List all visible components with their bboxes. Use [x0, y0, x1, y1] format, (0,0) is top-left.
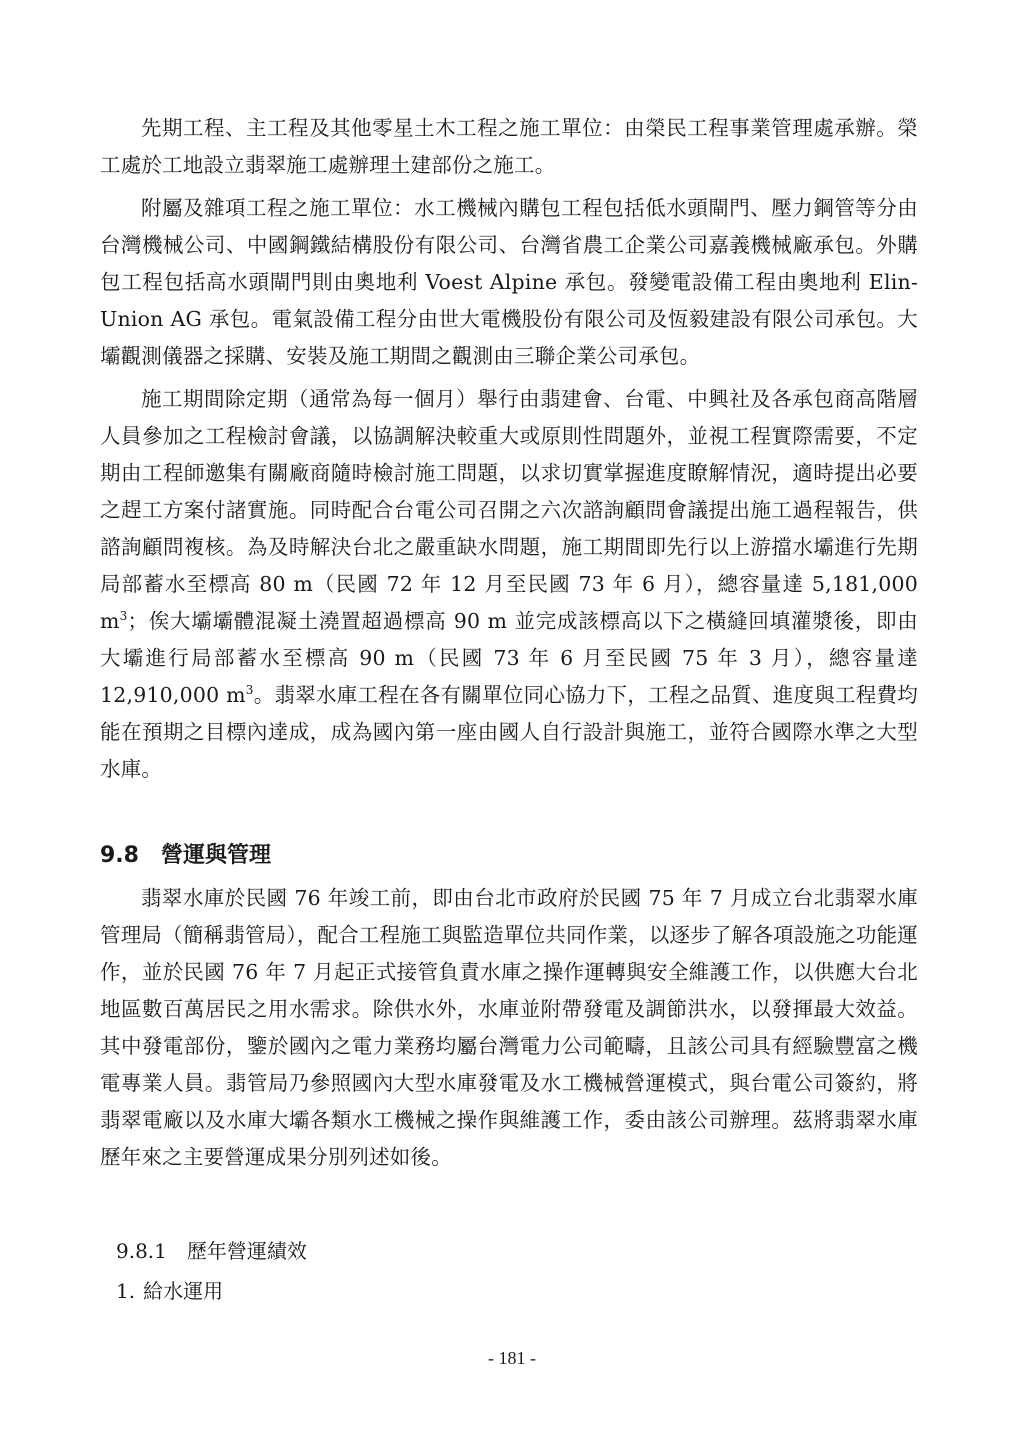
paragraph-operation-management: 翡翠水庫於民國 76 年竣工前，即由台北市政府於民國 75 年 7 月成立台北翡翠水庫管理局（簡稱翡管局），配合工程施工與監造單位共同作業，以逐步了解各項設施之功能運作，並於民國 76 年 7 月起正式接管負責水庫之操作運轉與安全維護工作，以供應大台北地區數百萬居民之用水需求。除供水外，水庫並附帶發電及調節洪水，以發揮最大效益。其中發電部份，鑒於國內之電力業務均屬台灣電力公司範疇，且該公司具有經驗豐富之機電專業人員。翡管局乃參照國內大型水庫發電及水工機械營運模式，與台電公司簽約，將翡翠電廠以及水庫大壩各類水工機械之操作與維護工作，委由該公司辦理。茲將翡翠水庫歷年來之主要營運成果分別列述如後。: [100, 886, 918, 1169]
section-title: 營運與管理: [160, 843, 271, 868]
superscript-cubic: 3: [119, 609, 128, 624]
list-item-title: 給水運用: [143, 1279, 224, 1303]
subsection-title: 歷年營運績效: [186, 1239, 307, 1263]
subsection-number: 9.8.1: [116, 1239, 167, 1263]
paragraph-construction-period: [100, 381, 918, 788]
document-page: [100, 110, 918, 1308]
subsection-heading: [116, 1234, 918, 1268]
paragraph-text-part-1: 施工期間除定期（通常為每一個月）舉行由翡建會、台電、中興社及各承包商高階層人員參加之工程檢討會議，以協調解決較重大或原則性問題外，並視工程實際需要，不定期由工程師邀集有關廠商隨時檢討施工問題，以求切實掌握進度瞭解情況，適時提出必要之趕工方案付諸實施。同時配合台電公司召開之六次諮詢顧問會議提出施工過程報告，供諮詢顧問複核。為及時解決台北之嚴重缺水問題，施工期間即先行以上游擋水壩進行先期局部蓄水至標高 80 m（民國 72 年 12 月至民國 73 年 6 月），總容量達 5,181,000 m: [100, 387, 918, 633]
paragraph-construction-units: 先期工程、主工程及其他零星土木工程之施工單位：由榮民工程事業管理處承辦。榮工處於工地設立翡翠施工處辦理土建部份之施工。: [100, 116, 918, 177]
section-heading: [100, 840, 918, 872]
paragraph-ancillary-works: 附屬及雜項工程之施工單位：水工機械內購包工程包括低水頭閘門、壓力鋼管等分由台灣機械公司、中國鋼鐵結構股份有限公司、台灣省農工企業公司嘉義機械廠承包。外購包工程包括高水頭閘門則由奧地利 Voest Alpine 承包。發變電設備工程由奧地利 Elin-Union AG 承包。電氣設備工程分由世大電機股份有限公司及恆毅建設有限公司承包。大壩觀測儀器之採購、安裝及施工期間之觀測由三聯企業公司承包。: [100, 196, 918, 368]
list-item-number: 1.: [116, 1279, 136, 1303]
section-number: 9.8: [100, 843, 139, 868]
paragraph-text-part-2: ；俟大壩壩體混凝土澆置超過標高 90 m 並完成該標高以下之橫縫回填灌漿後，即由大壩進行局部蓄水至標高 90 m（民國 73 年 6 月至民國 75 年 3 月），總容量達 12,910,000 m: [100, 609, 918, 707]
paragraph-text-part-3: 。翡翠水庫工程在各有關單位同心協力下，工程之品質、進度與工程費均能在預期之目標內達成，成為國內第一座由國人自行設計與施工，並符合國際水準之大型水庫。: [100, 683, 918, 781]
list-item: [116, 1274, 918, 1308]
page-number: - 181 -: [488, 1348, 536, 1368]
superscript-cubic: 3: [245, 683, 254, 698]
